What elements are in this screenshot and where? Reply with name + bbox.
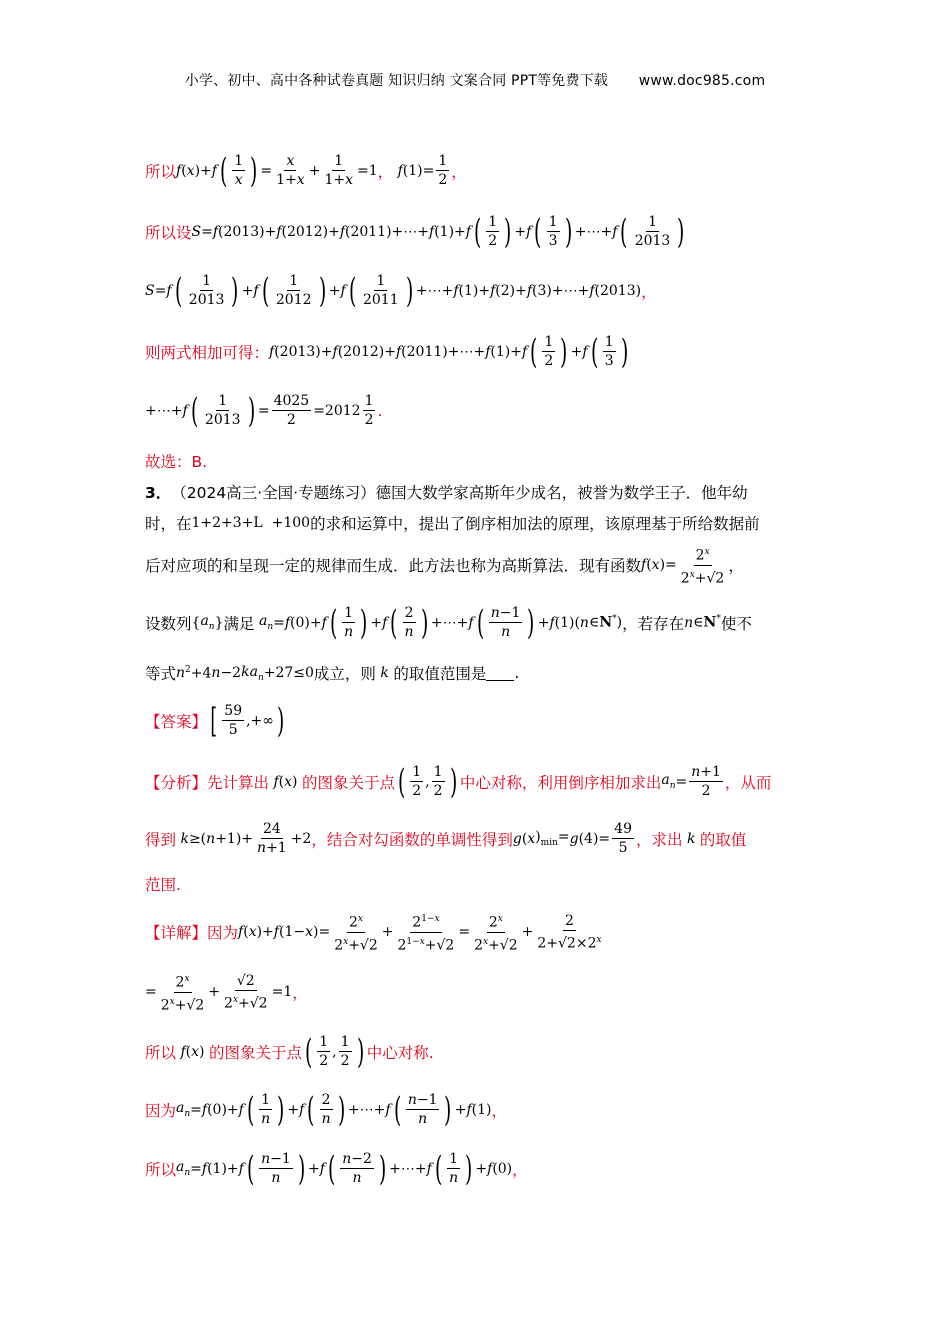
question-text: 德国大数学家高斯年少成名，被誉为数学王子．他年幼 [375, 484, 748, 502]
analysis-line-1: 【分析】 先计算出 f ( x ) 的图象关于点 ( $\frac{1}{2}$ , $\frac{1}{2}$ ) 中心对称，利用倒序相加求出 $a_n$ = $\frac{n+1}{2}$ ，从而 [145, 761, 772, 802]
analysis-text: 的图象关于点 [301, 773, 395, 792]
period: . [377, 401, 383, 420]
question-text: 使不 [720, 614, 752, 633]
question-source: （2024高三·全国·专题练习） [171, 484, 376, 502]
question-text: 等式 [145, 665, 177, 683]
analysis-text: ，求出 [635, 830, 683, 849]
question-text: 设数列 [145, 614, 192, 633]
analysis-text: 范围. [145, 876, 181, 894]
answer-label: 【答案】 [145, 712, 208, 731]
question-text: 后对应项的和呈现一定的规律而生成．此方法也称为高斯算法．现有函数 [145, 557, 642, 576]
header-title: 小学、初中、高中各种试卷真题 知识归纳 文案合同 PPT等免费下载 [184, 73, 609, 89]
detail-text: 的图象关于点 [208, 1043, 302, 1062]
solution-line-3: S = f ( $\frac{1}{2013}$ ) + f ( $\frac{1}{2012}$ ) + f ( $\frac{1}{2011}$ ) +⋯+ f (1)+ f (2)+ f (3)+⋯+ f (2013) ， [145, 270, 657, 311]
question-3-line-1 [145, 481, 748, 503]
question-text: ，若存在 [622, 614, 685, 633]
question-text: 满足 [223, 614, 255, 633]
comma: ， [491, 1101, 508, 1120]
choice-conclusion [145, 450, 207, 472]
question-text: ， [728, 557, 744, 576]
detail-text: 因为 [207, 924, 239, 943]
detail-line-2: = $\frac{2^x}{2^x+√2}$ + $\frac{√2}{2^x+√2}$ =1 ， [145, 970, 308, 1014]
analysis-text: 得到 [145, 830, 177, 849]
solution-line-2: 所以设 S = f (2013)+ f (2012)+ f (2011)+⋯+ f (1)+ f ( $\frac{1}{2}$ ) + f ( $\frac{1}{3}$ ) +⋯+ f ( $\frac{1}{2013}$ ) [145, 211, 685, 252]
comma: ， [292, 984, 308, 1003]
detail-text: 所以 [145, 1160, 177, 1179]
comma: ， [641, 282, 657, 301]
comma: ， [512, 1160, 528, 1179]
question-3-line-2: 时，在 1+2+3+L +100 的求和运算中，提出了倒序相加法的原理，该原理基于所给数据前 [145, 512, 760, 534]
analysis-text: ，结合对勾函数的单调性得到 [311, 830, 513, 849]
text-suoyishe: 所以设 [145, 223, 192, 242]
solution-line-5: +⋯+ f ( $\frac{1}{2013}$ ) = $\frac{4025}{2}$ =2012 $\frac{1}{2}$ . [145, 390, 383, 431]
question-text: 的取值范围是 [393, 665, 487, 683]
answer-line: 【答案】 [ $\frac{59}{5}$ ,+∞ ) [145, 700, 285, 741]
page-header [0, 70, 950, 90]
solution-line-4: 则两式相加可得： f (2013)+ f (2012)+ f (2011)+⋯+ f (1)+ f ( $\frac{1}{2}$ ) + f ( $\frac{1}{3}$ ) [145, 331, 628, 372]
detail-line-1: 【详解】 因为 f ( x )+ f (1− x )= $\frac{2^x}{2^x+√2}$ + $\frac{2^{1-x}}{2^{1-x}+√2}$ = $\frac{2^x}{2^x+√2}$ + $\frac{2}{2+√2\times 2^x}$ [145, 910, 606, 954]
question-text: 的求和运算中，提出了倒序相加法的原理，该原理基于所给数据前 [310, 515, 760, 533]
question-3-line-5: 等式 n $^2$+4 n −2 $ka_n$ +27≤0 成立，则 k 的取值范围是 . [145, 663, 520, 683]
detail-label: 【详解】 [145, 924, 208, 943]
analysis-line-2: 得到 k ≥( n +1)+ $\frac{24}{n+1}$ +2 ，结合对勾函数的单调性得到 g ( x )$_{min}=$ g (4)= $\frac{49}{5}$ ，求出 k 的取值 [145, 821, 747, 856]
comma: ， [377, 162, 394, 181]
detail-line-5: 所以 $a_n$ = f (1)+ f ( $\frac{n-1}{n}$ ) + f ( $\frac{n-2}{n}$ ) +⋯+ f ( $\frac{1}{n}$ ) + f (0) ， [145, 1148, 528, 1189]
question-number: 3． [145, 484, 172, 502]
detail-text: 中心对称. [366, 1043, 434, 1062]
question-3-line-4: 设数列 { $a_n$ } 满足 $a_n$ = f (0)+ f ( $\frac{1}{n}$ ) + f ( $\frac{2}{n}$ ) +⋯+ f ( $\frac{n-1}{n}$ ) + f (1)( n ∈N*) ，若存在 n ∈N* 使不 [145, 602, 752, 643]
text-suoyi: 所以 [145, 162, 177, 181]
analysis-text: 中心对称，利用倒序相加求出 [459, 773, 662, 792]
question-text: 成立，则 [313, 665, 376, 683]
detail-text: 因为 [145, 1101, 177, 1120]
detail-text: 所以 [145, 1043, 177, 1062]
detail-line-3: 所以 f ( x ) 的图象关于点 ( $\frac{1}{2}$ , $\frac{1}{2}$ ) 中心对称. [145, 1031, 434, 1072]
detail-line-4: 因为 $a_n$ = f (0)+ f ( $\frac{1}{n}$ ) + f ( $\frac{2}{n}$ ) +⋯+ f ( $\frac{n-1}{n}$ ) + f (1) ， [145, 1089, 508, 1130]
analysis-text: 先计算出 [207, 773, 270, 792]
answer-blank [486, 666, 514, 681]
analysis-label: 【分析】 [145, 773, 208, 792]
analysis-text: 的取值 [699, 830, 747, 849]
conclusion-text: 故选：B. [145, 453, 208, 471]
analysis-line-3 [145, 873, 181, 895]
comma: ， [451, 162, 467, 181]
question-text: 时，在 [145, 515, 192, 533]
analysis-text: ，从而 [724, 773, 772, 792]
header-site-link[interactable]: www.doc985.com [638, 73, 766, 89]
question-text: . [514, 664, 520, 682]
question-3-line-3: 后对应项的和呈现一定的规律而生成．此方法也称为高斯算法．现有函数 f ( x )= $\frac{2^x}{2^x+√2}$ ， [145, 543, 744, 587]
solution-line-1: 所以 f ( x )+ f ( $\frac{1}{x}$ ) = $\frac{x}{1+x}$ + $\frac{1}{1+x}$ =1 ， f (1)= $\frac{1}{2}$ ， [145, 150, 467, 191]
text-liangshi: 则两式相加可得： [145, 343, 270, 362]
